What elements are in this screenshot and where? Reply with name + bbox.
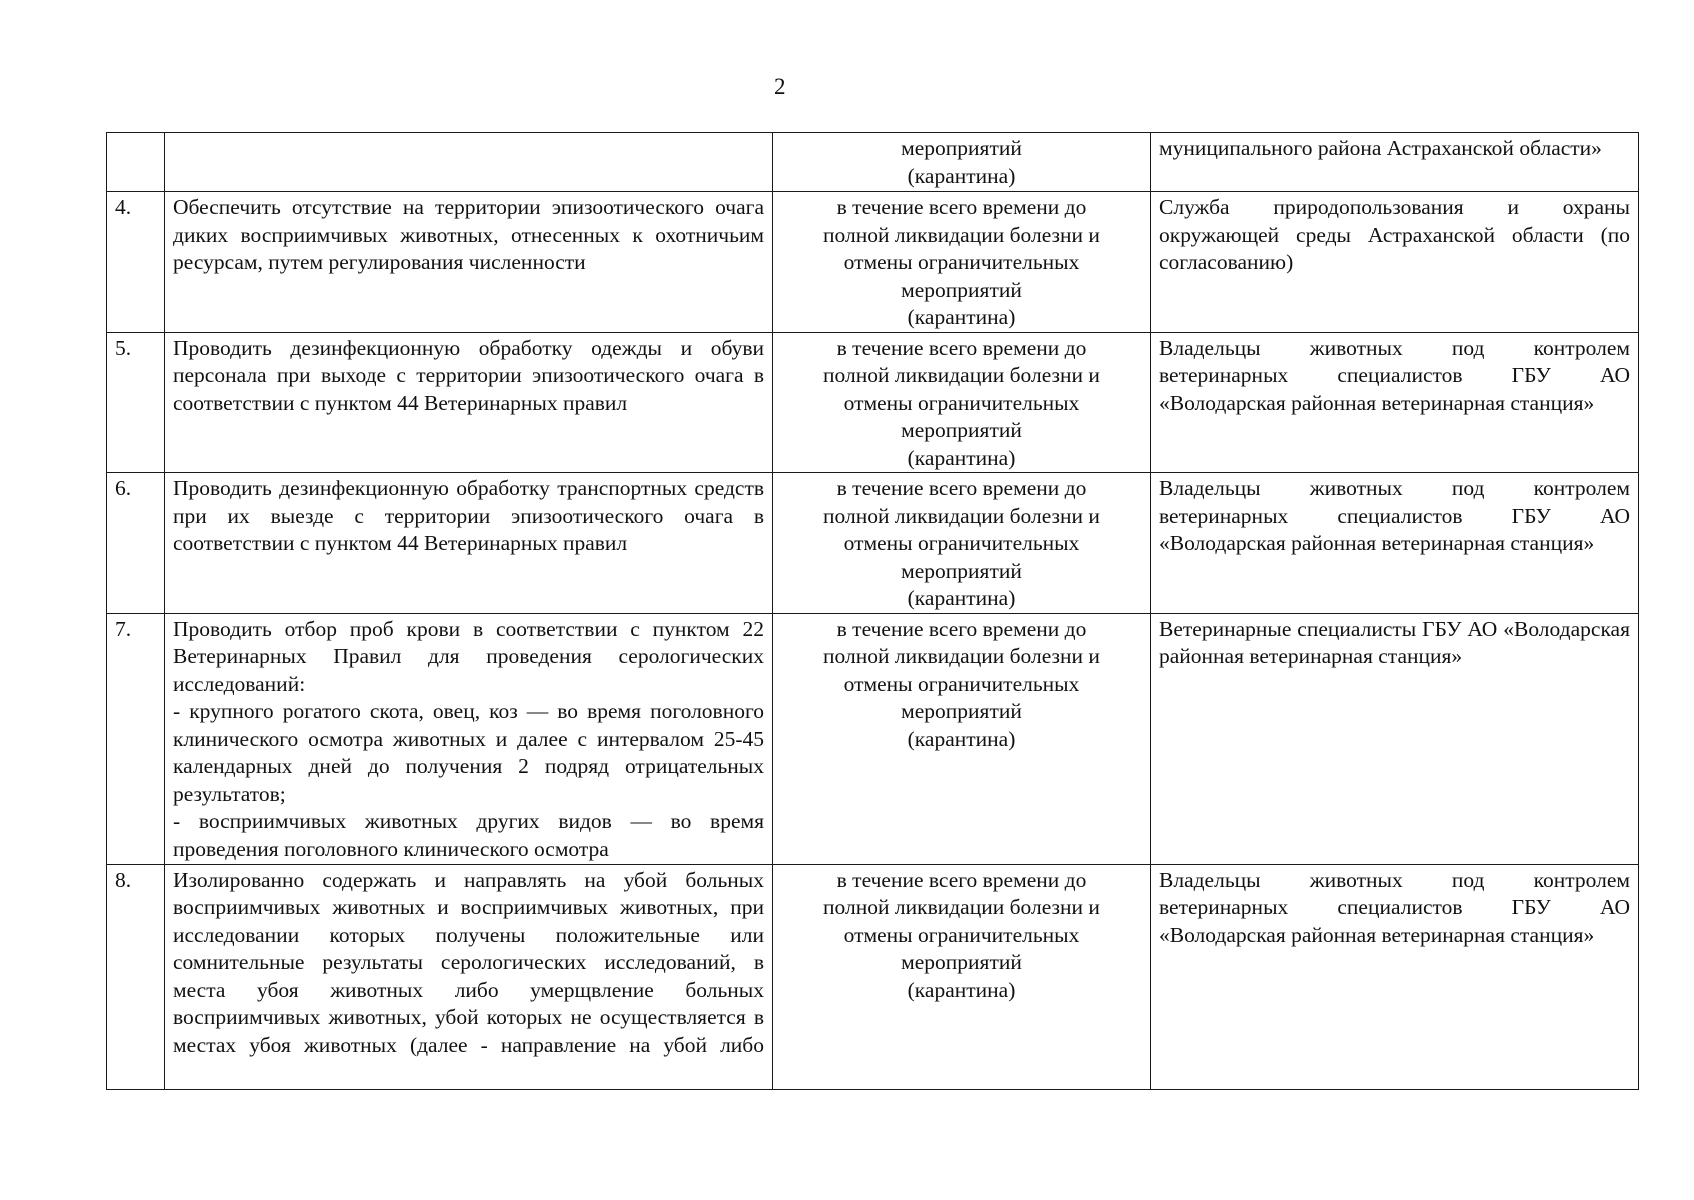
responsible-text: Служба природопользования и охраны окружающей среды Астраханской области (по согласованию) bbox=[1159, 195, 1630, 274]
term-line: полной ликвидации болезни и bbox=[823, 503, 1100, 528]
term-line: в течение всего времени до bbox=[836, 616, 1087, 641]
responsible-text: Владельцы животных под контролем ветеринарных специалистов ГБУ АО «Володарская районная ветеринарная станция» bbox=[1159, 476, 1630, 555]
row-number: 7. bbox=[107, 613, 165, 864]
responsible-cell bbox=[1151, 133, 1639, 192]
table-row bbox=[107, 332, 1639, 473]
term-line: полной ликвидации болезни и bbox=[823, 363, 1100, 387]
term-line: (карантина) bbox=[907, 586, 1016, 610]
row-number: 8. bbox=[107, 864, 165, 1089]
responsible-cell bbox=[1151, 613, 1639, 864]
action-cell bbox=[165, 473, 773, 614]
term-line: в течение всего времени до bbox=[836, 195, 1087, 219]
term-cell bbox=[773, 192, 1151, 333]
responsible-cell bbox=[1151, 473, 1639, 614]
table-row bbox=[107, 192, 1639, 333]
responsible-text: Ветеринарные специалисты ГБУ АО «Володарская районная ветеринарная станция» bbox=[1159, 616, 1630, 668]
term-line: (карантина) bbox=[907, 445, 1016, 470]
action-cell bbox=[165, 332, 773, 473]
responsible-text: Владельцы животных под контролем ветеринарных специалистов ГБУ АО «Володарская районная ветеринарная станция» bbox=[1159, 867, 1630, 947]
term-cell bbox=[773, 864, 1151, 1089]
term-line: в течение всего времени до bbox=[836, 867, 1087, 892]
term-line: отмены ограничительных bbox=[843, 250, 1080, 274]
action-text: - восприимчивых животных других видов — во время проведения поголовного клинического осмотра bbox=[173, 809, 764, 861]
term-line: (карантина) bbox=[907, 305, 1016, 329]
action-cell bbox=[165, 613, 773, 864]
action-text: Обеспечить отсутствие на территории эпизоотического очага диких восприимчивых животных, отнесенных к охотничьим ресурсам, путем регулирования численности bbox=[173, 195, 764, 274]
term-line: отмены ограничительных bbox=[843, 390, 1080, 415]
action-text: Изолированно содержать и направлять на убой больных восприимчивых животных и восприимчивых животных, при исследовании которых получены положительные или сомнительные результаты серологических исследований, в места убоя животных либо умерщвление больных восприимчивых животных, убой которых не осуществляется в местах убоя животных (далее - направление на убой либо bbox=[173, 867, 764, 1057]
action-cell bbox=[165, 864, 773, 1089]
table-row bbox=[107, 864, 1639, 1089]
term-line: полной ликвидации болезни и bbox=[823, 222, 1100, 247]
term-line: полной ликвидации болезни и bbox=[823, 644, 1100, 668]
responsible-cell bbox=[1151, 332, 1639, 473]
term-line: полной ликвидации болезни и bbox=[823, 895, 1100, 919]
term-line: мероприятий bbox=[901, 558, 1022, 583]
term-line: мероприятий bbox=[901, 950, 1022, 974]
action-text: Проводить дезинфекционную обработку транспортных средств при их выезде с территории эпизоотического очага в соответствии с пунктом 44 Ветеринарных правил bbox=[173, 476, 764, 555]
term-cell bbox=[773, 613, 1151, 864]
term-line: отмены ограничительных bbox=[843, 531, 1080, 555]
term-line: в течение всего времени до bbox=[836, 476, 1087, 500]
term-cell bbox=[773, 473, 1151, 614]
action-text: Проводить дезинфекционную обработку одежды и обуви персонала при выходе с территории эпизоотического очага в соответствии с пунктом 44 Ветеринарных правил bbox=[173, 335, 764, 415]
row-number: 5. bbox=[107, 332, 165, 473]
table-row bbox=[107, 133, 1639, 192]
term-line: отмены ограничительных bbox=[843, 671, 1080, 696]
responsible-cell bbox=[1151, 192, 1639, 333]
term-line: в течение всего времени до bbox=[836, 335, 1087, 360]
page-number: 2 bbox=[774, 74, 786, 99]
action-text: - крупного рогатого скота, овец, коз — во время поголовного клинического осмотра животных и далее с интервалом 25-45 календарных дней до получения 2 подряд отрицательных результатов; bbox=[173, 699, 764, 806]
term-line: мероприятий bbox=[901, 699, 1022, 723]
term-cell bbox=[773, 332, 1151, 473]
measures-table bbox=[106, 132, 1639, 1090]
responsible-text: муниципального района Астраханской области» bbox=[1159, 136, 1602, 160]
action-cell bbox=[165, 133, 773, 192]
responsible-cell bbox=[1151, 864, 1639, 1089]
row-number: 4. bbox=[107, 192, 165, 333]
row-number: 6. bbox=[107, 473, 165, 614]
table-row bbox=[107, 473, 1639, 614]
row-number bbox=[107, 133, 165, 192]
action-cell bbox=[165, 192, 773, 333]
term-line: мероприятий bbox=[901, 136, 1022, 160]
term-line: отмены ограничительных bbox=[843, 922, 1080, 947]
action-text: Проводить отбор проб крови в соответствии с пунктом 22 Ветеринарных Правил для проведения серологических исследований: bbox=[173, 616, 764, 696]
term-line: мероприятий bbox=[901, 418, 1022, 442]
term-line: (карантина) bbox=[907, 726, 1016, 751]
term-line: мероприятий bbox=[901, 277, 1022, 302]
term-cell bbox=[773, 133, 1151, 192]
term-line: (карантина) bbox=[907, 977, 1016, 1002]
table-row bbox=[107, 613, 1639, 864]
term-line: (карантина) bbox=[907, 163, 1016, 188]
responsible-text: Владельцы животных под контролем ветеринарных специалистов ГБУ АО «Володарская районная ветеринарная станция» bbox=[1159, 335, 1630, 415]
